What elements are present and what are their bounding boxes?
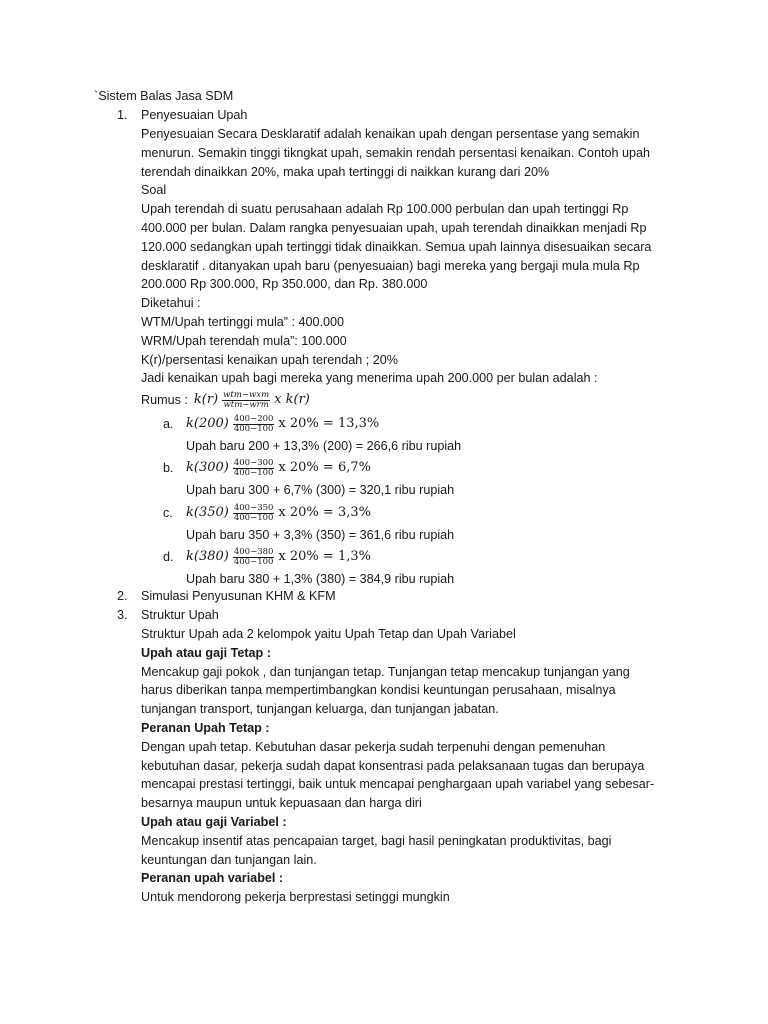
fraction-numerator: 400−200: [233, 413, 274, 424]
formula-lhs: k(380): [186, 548, 229, 564]
section-3-body: [141, 625, 701, 907]
subheading: Peranan Upah Tetap :: [141, 720, 270, 735]
formula-fraction: [233, 548, 275, 567]
paragraph-line: Untuk mendorong pekerja berprestasi setinggi mungkin: [141, 890, 450, 905]
formula-lhs: k(200): [186, 415, 229, 431]
item-b-result: Upah baru 300 + 6,7% (300) = 320,1 ribu rupiah: [186, 483, 455, 497]
section-2-number: 2.: [117, 589, 128, 603]
wrm-line: WRM/Upah terendah mula”: 100.000: [141, 333, 347, 348]
formula-fraction: [233, 504, 275, 523]
formula-rhs: x 20% = 6,7%: [278, 459, 371, 475]
fraction-numerator: 400−350: [233, 502, 274, 513]
item-b-letter: b.: [163, 461, 174, 475]
item-c-letter: c.: [163, 506, 173, 520]
paragraph-line: keuntungan dan tunjangan lain.: [141, 852, 317, 867]
item-a-formula: [186, 413, 379, 435]
fraction-numerator: wtm−wxm: [223, 389, 270, 400]
formula-rhs: x 20% = 3,3%: [278, 504, 371, 520]
item-a-result: Upah baru 200 + 13,3% (200) = 266,6 ribu rupiah: [186, 439, 462, 453]
paragraph-line: kebutuhan dasar, pekerja sudah dapat konsentrasi pada pelaksanaan tugas dan berupaya: [141, 758, 645, 773]
subheading: Peranan upah variabel :: [141, 871, 284, 886]
paragraph-line: Penyesuaian Secara Desklaratif adalah kenaikan upah dengan persentase yang semakin: [141, 127, 640, 141]
paragraph-line: 120.000 sedangkan upah tertinggi tidak dinaikkan. Semua upah lainnya disesuaikan secara: [141, 239, 652, 254]
rumus-label: Rumus :: [141, 392, 188, 407]
paragraph-line: Mencakup insentif atas pencapaian target, bagi hasil peningkatan produktivitas, bagi: [141, 833, 612, 848]
paragraph-line: desklaratif . ditanyakan upah baru (penyesuaian) bagi mereka yang bergaji mula mula Rp: [141, 258, 640, 273]
formula-fraction: [222, 391, 270, 410]
paragraph-line: 200.000 Rp 300.000, Rp 350.000, dan Rp. 380.000: [141, 277, 428, 292]
item-d-formula: [186, 546, 371, 568]
item-a-letter: a.: [163, 417, 174, 431]
fraction-denominator: 400−100: [233, 423, 274, 434]
paragraph-line: harus diberikan tanpa mempertimbangkan kondisi keuntungan perusahaan, misalnya: [141, 683, 616, 698]
item-d-result: Upah baru 380 + 1,3% (380) = 384,9 ribu rupiah: [186, 572, 455, 586]
fraction-denominator: 400−100: [233, 512, 274, 523]
paragraph-line: 400.000 per bulan. Dalam rangka penyesuaian upah, upah terendah dinaikkan menjadi Rp: [141, 220, 647, 235]
section-3-heading: Struktur Upah: [141, 608, 219, 622]
fraction-numerator: 400−380: [233, 546, 274, 557]
section-3-number: 3.: [117, 608, 128, 622]
paragraph-line: menurun. Semakin tinggi tikngkat upah, semakin rendah persentasi kenaikan. Contoh upah: [141, 145, 650, 160]
paragraph-line: Jadi kenaikan upah bagi mereka yang menerima upah 200.000 per bulan adalah :: [141, 371, 598, 386]
paragraph-line: besarnya maupun untuk kepuasaan dan harga diri: [141, 796, 422, 811]
kr-line: K(r)/persentasi kenaikan upah terendah ; 20%: [141, 352, 398, 367]
paragraph-line: mencapai prestasi tertinggi, baik untuk mencapai penghargaan upah variabel yang sebesar-: [141, 777, 655, 792]
paragraph-line: Dengan upah tetap. Kebutuhan dasar pekerja sudah terpenuhi dengan pemenuhan: [141, 739, 606, 754]
section-1-number: 1.: [117, 108, 128, 122]
fraction-numerator: 400−300: [233, 457, 274, 468]
section-1-body: [141, 125, 701, 388]
formula-rhs: x 20% = 13,3%: [278, 415, 380, 431]
section-2-heading: Simulasi Penyusunan KHM & KFM: [141, 589, 336, 603]
paragraph-line: Mencakup gaji pokok , dan tunjangan tetap. Tunjangan tetap mencakup tunjangan yang: [141, 664, 630, 679]
document-title: `Sistem Balas Jasa SDM: [94, 89, 234, 103]
subheading: Upah atau gaji Tetap :: [141, 645, 271, 660]
formula-fraction: [233, 459, 275, 478]
formula-lhs: k(r): [193, 391, 219, 407]
rumus-formula: [141, 387, 701, 413]
soal-label: Soal: [141, 183, 167, 198]
paragraph-line: Upah terendah di suatu perusahaan adalah Rp 100.000 perbulan dan upah tertinggi Rp: [141, 202, 629, 217]
paragraph-line: tunjangan transport, tunjangan keluarga, dan tunjangan jabatan.: [141, 702, 499, 717]
formula-rhs: x k(r): [274, 391, 310, 407]
paragraph-line: Struktur Upah ada 2 kelompok yaitu Upah Tetap dan Upah Variabel: [141, 627, 516, 641]
formula-lhs: k(350): [186, 504, 229, 520]
item-d-letter: d.: [163, 550, 174, 564]
fraction-denominator: 400−100: [233, 467, 274, 478]
formula-fraction: [233, 415, 275, 434]
item-b-formula: [186, 457, 371, 479]
wtm-line: WTM/Upah tertinggi mula” : 400.000: [141, 314, 344, 329]
formula-lhs: k(300): [186, 459, 229, 475]
paragraph-line: terendah dinaikkan 20%, maka upah tertinggi di naikkan kurang dari 20%: [141, 164, 550, 179]
formula-rhs: x 20% = 1,3%: [278, 548, 371, 564]
item-c-result: Upah baru 350 + 3,3% (350) = 361,6 ribu rupiah: [186, 528, 455, 542]
diketahui-label: Diketahui :: [141, 296, 201, 311]
fraction-denominator: wtm−wrm: [223, 399, 269, 410]
subheading: Upah atau gaji Variabel :: [141, 814, 287, 829]
fraction-denominator: 400−100: [233, 556, 274, 567]
item-c-formula: [186, 502, 371, 524]
section-1-heading: Penyesuaian Upah: [141, 108, 248, 122]
